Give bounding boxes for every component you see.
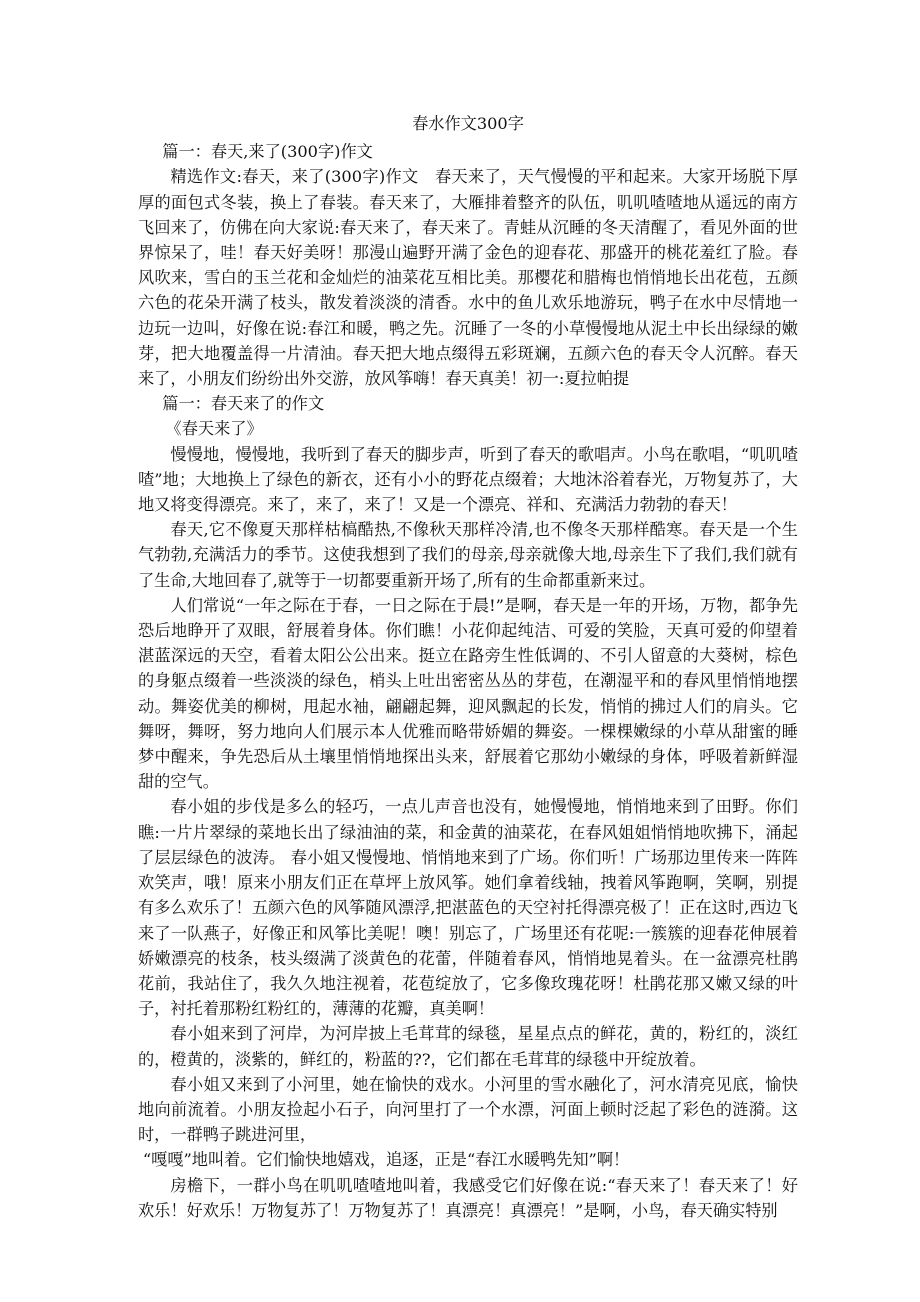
document-body	[138, 111, 798, 1223]
section-heading: 篇一：春天来了的作文	[162, 394, 325, 414]
paragraph: 春小姐来到了河岸，为河岸披上毛茸茸的绿毯，星星点点的鲜花，黄的，粉红的，淡红的，橙黄的，淡紫的，鲜红的，粉蓝的??，它们都在毛茸茸的绿毯中开绽放着。	[138, 1024, 798, 1069]
paragraph: 人们常说“一年之际在于春，一日之际在于晨!”是啊，春天是一年的开场，万物，都争先恐后地睁开了双眼，舒展着身体。你们瞧！小花仰起纯洁、可爱的笑脸，天真可爱的仰望着湛蓝深远的天空，看着太阳公公出来。挺立在路旁生性低调的、不引人留意的大葵树，棕色的身躯点缀着一些淡淡的绿色，梢头上吐出密密丛丛的芽苞，在潮湿平和的春风里悄悄地摆动。舞姿优美的柳树，甩起水袖，翩翩起舞，迎风飘起的长发，悄悄的拂过人们的肩头。它舞呀，舞呀，努力地向人们展示本人优雅而略带娇媚的舞姿。一棵棵嫩绿的小草从甜蜜的睡梦中醒来，争先恐后从土壤里悄悄地探出头来，舒展着它那幼小嫩绿的身体，呼吸着新鲜湿甜的空气。	[138, 595, 798, 792]
article-subtitle: 《春天来了》	[165, 419, 263, 439]
paragraph: 慢慢地，慢慢地，我听到了春天的脚步声，听到了春天的歌唱声。小鸟在歌唱，“叽叽喳喳”地；大地换上了绿色的新衣，还有小小的野花点缀着；大地沐浴着春光，万物复苏了，大地又将变得漂亮。来了，来了，来了！又是一个漂亮、祥和、充满活力勃勃的春天！	[138, 444, 798, 515]
section-heading: 篇一：春天,来了(300字)作文	[162, 142, 373, 162]
paragraph: 春天,它不像夏天那样枯槁酷热,不像秋天那样冷清,也不像冬天那样酷寒。春天是一个生气勃勃,充满活力的季节。这使我想到了我们的母亲,母亲就像大地,母亲生下了我们,我们就有了生命,大地回春了,就等于一切都要重新开场了,所有的生命都重新来过。	[138, 520, 798, 590]
document-title: 春水作文300字	[412, 114, 524, 133]
paragraph: 春小姐又来到了小河里，她在愉快的戏水。小河里的雪水融化了，河水清亮见底，愉快地向前流着。小朋友捡起小石子，向河里打了一个水漂，河面上顿时泛起了彩色的涟漪。这时，一群鸭子跳进河里，	[138, 1074, 798, 1145]
paragraph: 春小姐的步伐是多么的轻巧，一点儿声音也没有，她慢慢地，悄悄地来到了田野。你们瞧:一片片翠绿的菜地长出了绿油油的菜，和金黄的油菜花，在春风姐姐悄悄地吹拂下，涌起了层层绿色的波涛。 春小姐又慢慢地、悄悄地来到了广场。你们听！广场那边里传来一阵阵欢笑声，哦！原来小朋友们正在草坪上放风筝。她们拿着线轴，拽着风筝跑啊，笑啊，别提有多么欢乐了！五颜六色的风筝随风漂浮,把湛蓝色的天空衬托得漂亮极了！正在这时,西边飞来了一队燕子，好像正和风筝比美呢！噢！别忘了，广场里还有花呢:一簇簇的迎春花伸展着娇嫩漂亮的枝条，枝头缀满了淡黄色的花蕾，伴随着春风，悄悄地晃着头。在一盆漂亮杜鹃花前，我站住了，我久久地注视着，花苞绽放了，它多像玫瑰花呀！杜鹃花那又嫩又绿的叶子，衬托着那粉红粉红的，薄薄的花瓣，真美啊！	[138, 797, 798, 1019]
paragraph: “嘎嘎”地叫着。它们愉快地嬉戏，追逐，正是“春江水暖鸭先知”啊！	[142, 1150, 630, 1170]
paragraph: 精选作文:春天，来了(300字)作文 春天来了，天气慢慢的平和起来。大家开场脱下厚厚的面包式冬装，换上了春装。春天来了，大雁排着整齐的队伍，叽叽喳喳地从遥远的南方飞回来了，仿佛在向大家说:春天来了，春天来了。青蛙从沉睡的冬天清醒了，看见外面的世界惊呆了，哇！春天好美呀！那漫山遍野开满了金色的迎春花、那盛开的桃花羞红了脸。春风吹来，雪白的玉兰花和金灿烂的油菜花互相比美。那樱花和腊梅也悄悄地长出花苞，五颜六色的花朵开满了枝头，散发着淡淡的清香。水中的鱼儿欢乐地游玩，鸭子在水中尽情地一边玩一边叫，好像在说:春江和暖，鸭之先。沉睡了一冬的小草慢慢地从泥土中长出绿绿的嫩芽，把大地覆盖得一片清油。春天把大地点缀得五彩斑斓，五颜六色的春天令人沉醉。春天来了，小朋友们纷纷出外交游，放风筝嗨！春天真美！初一:夏拉帕提	[138, 167, 798, 389]
paragraph: 房檐下，一群小鸟在叽叽喳喳地叫着，我感受它们好像在说:“春天来了！春天来了！好欢乐！好欢乐！万物复苏了！万物复苏了！真漂亮！真漂亮！”是啊，小鸟，春天确实特别	[138, 1175, 798, 1220]
